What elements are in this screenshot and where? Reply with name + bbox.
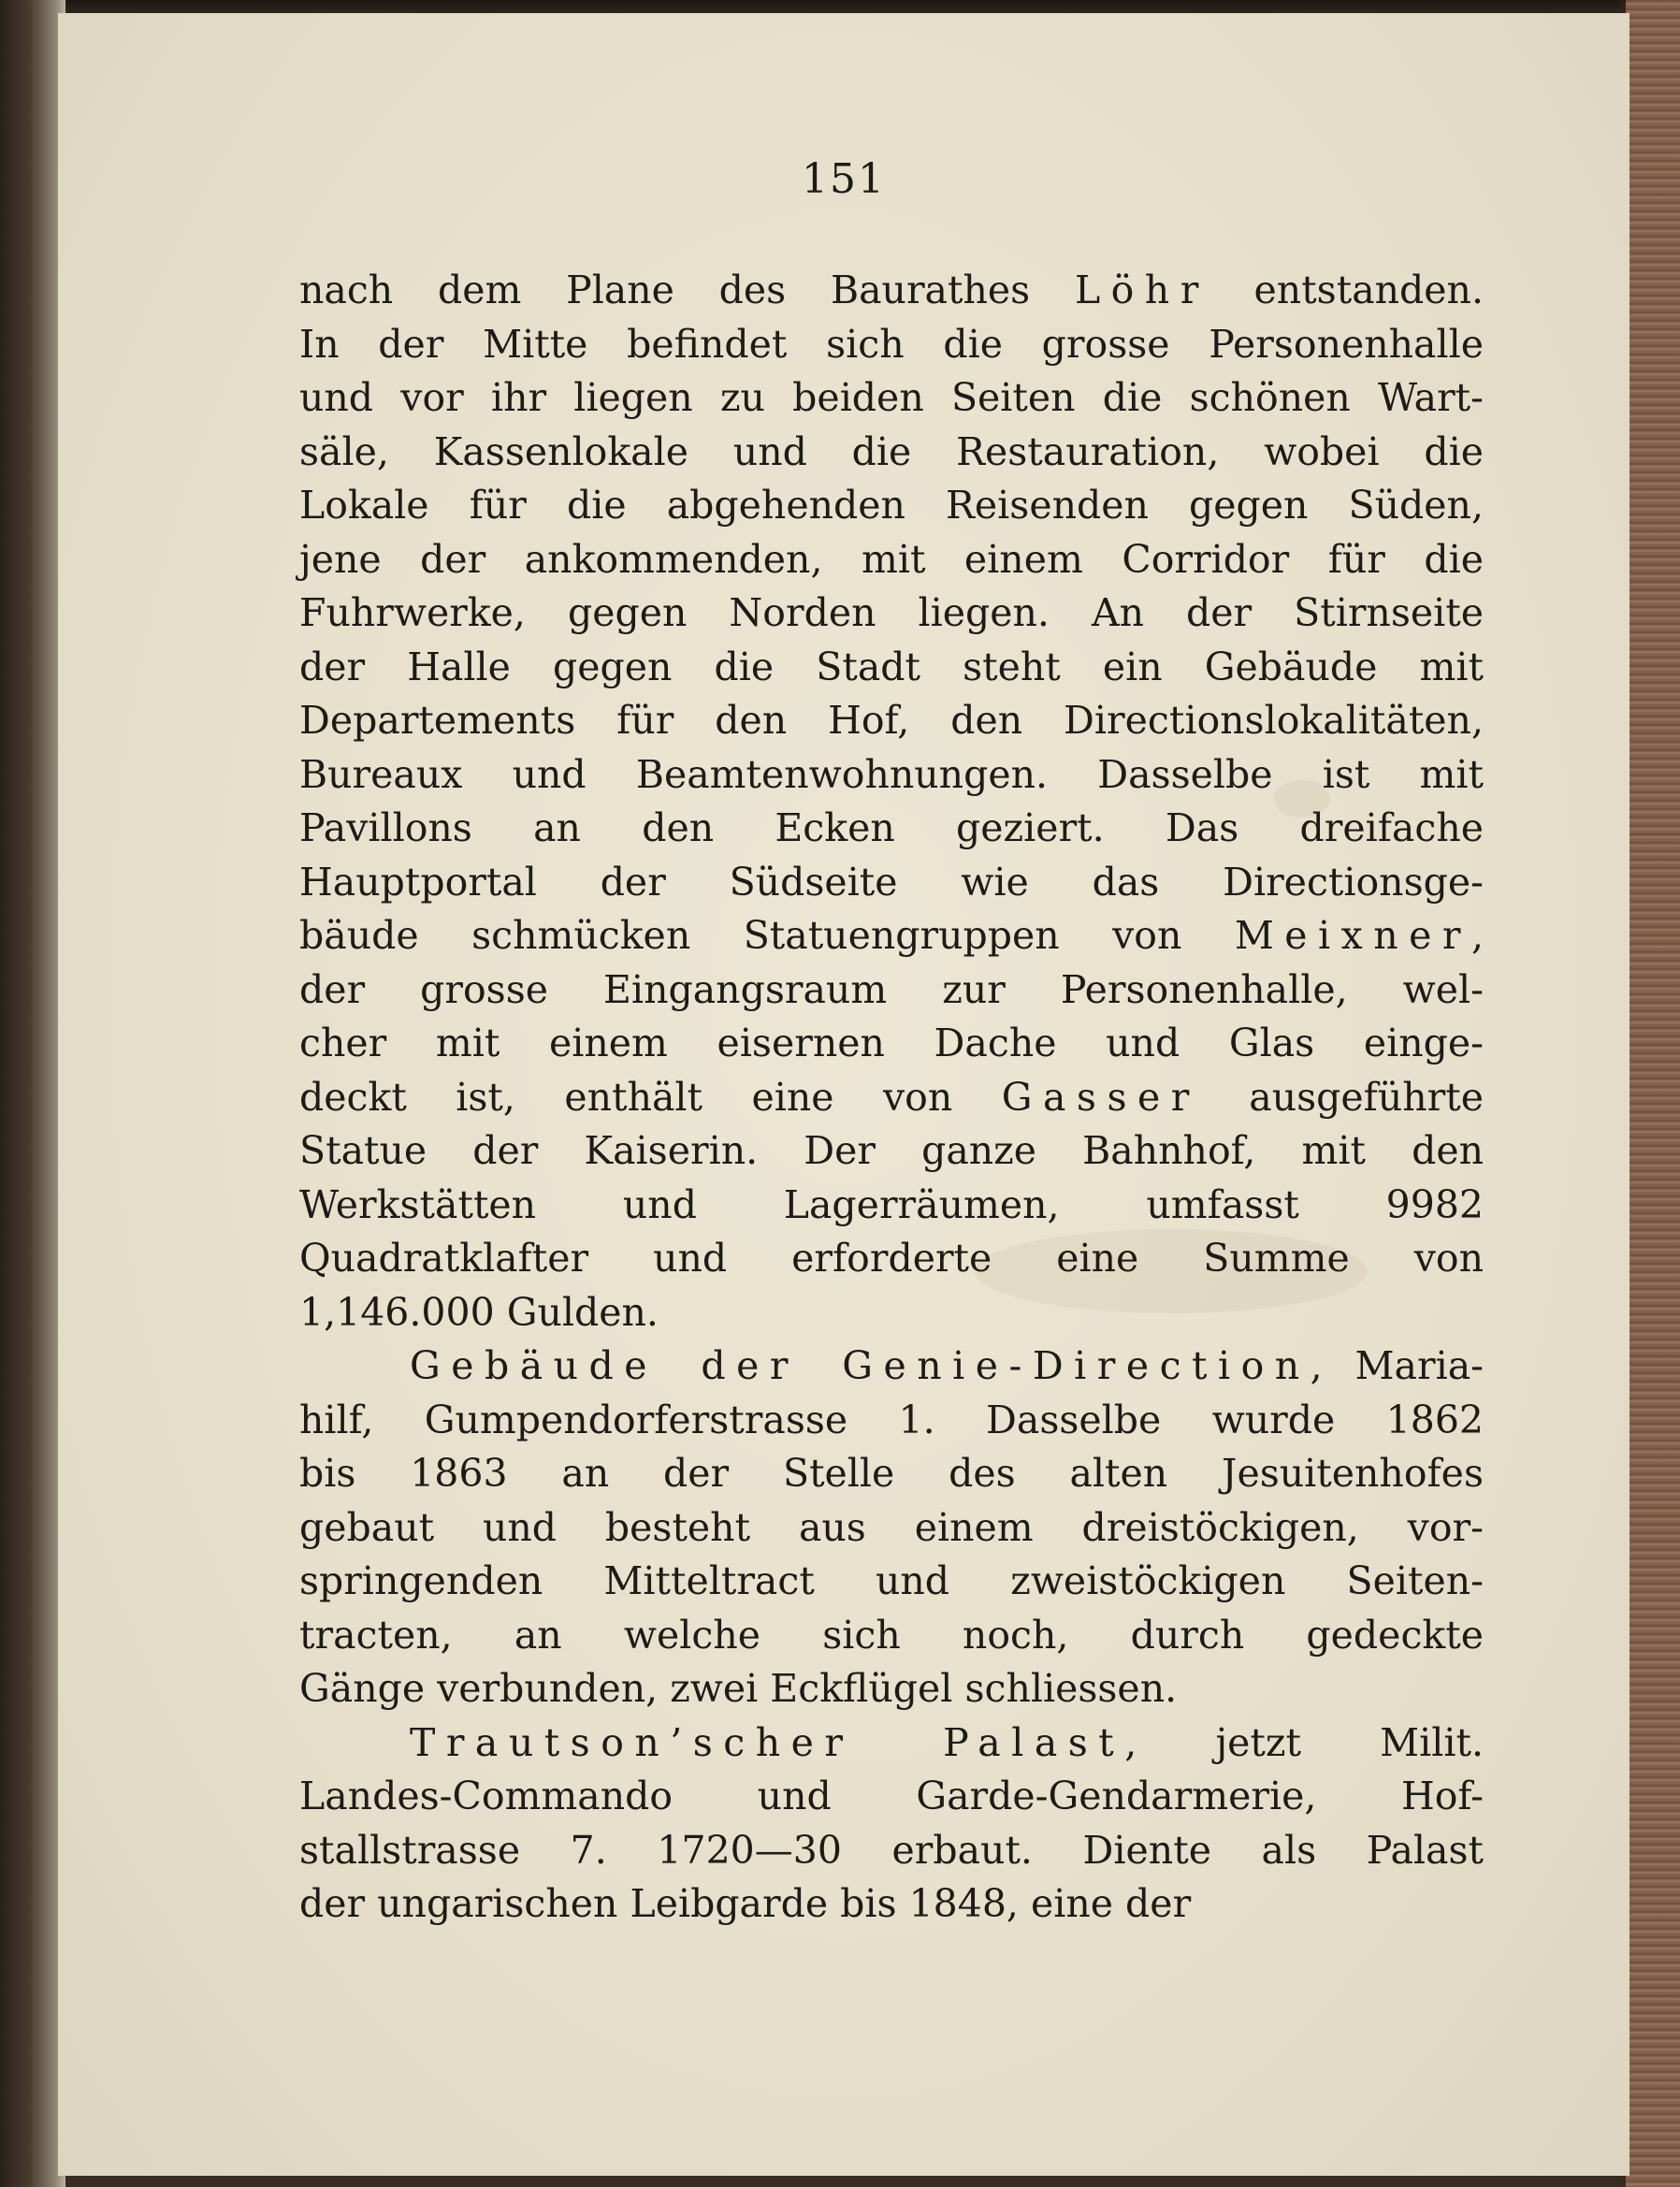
text-line <box>299 1340 1484 1394</box>
text-segment: nach dem Plane des Baurathes <box>299 268 1075 312</box>
text-segment: bäude schmücken Statuengruppen von <box>299 913 1235 958</box>
text-segment: der Halle gegen die Stadt steht ein Gebäude mit <box>299 644 1484 689</box>
text-segment: springenden Mitteltract und zweistöckigen Seiten- <box>299 1558 1484 1603</box>
text-segment: bis 1863 an der Stelle des alten Jesuitenhofes <box>299 1451 1484 1496</box>
book-page-edges <box>1626 0 1680 2187</box>
text-line <box>299 909 1484 963</box>
text-segment: , Maria- <box>1310 1343 1484 1388</box>
text-line <box>299 694 1484 748</box>
text-line <box>299 1017 1484 1071</box>
text-segment: Werkstätten und Lagerräumen, umfasst 9982 <box>299 1181 1484 1227</box>
text-segment: 1,146.000 Gulden. <box>299 1289 659 1335</box>
text-line <box>299 318 1484 372</box>
text-segment: , <box>1470 913 1484 958</box>
text-segment: Quadratklafter und erforderte eine Summe von <box>299 1236 1484 1281</box>
text-segment: hilf, Gumpendorferstrasse 1. Dasselbe wurde 1862 <box>299 1397 1484 1442</box>
text-segment: Pavillons an den Ecken geziert. Das dreifache <box>299 805 1484 850</box>
paragraph <box>299 1716 1484 1932</box>
page-number: 151 <box>802 155 886 203</box>
text-segment: Lokale für die abgehenden Reisenden gegen Süden, <box>299 483 1484 528</box>
text-line <box>299 1662 1484 1716</box>
text-line <box>299 856 1484 910</box>
text-line <box>299 264 1484 318</box>
text-line <box>299 1824 1484 1878</box>
text-line <box>299 1501 1484 1556</box>
text-segment: In der Mitte befindet sich die grosse Personenhalle <box>299 321 1484 367</box>
text-segment: Statue der Kaiserin. Der ganze Bahnhof, mit den <box>299 1128 1484 1173</box>
body-text <box>299 264 1484 1932</box>
text-line <box>299 802 1484 856</box>
book-binding-shadow <box>0 0 65 2187</box>
text-segment: tracten, an welche sich noch, durch gedeckte <box>299 1612 1484 1658</box>
spaced-emphasis: Meixner <box>1234 913 1471 958</box>
text-segment: cher mit einem eisernen Dache und Glas einge- <box>299 1021 1484 1065</box>
text-segment: jene der ankommenden, mit einem Corridor für die <box>299 536 1484 582</box>
text-line <box>299 587 1484 641</box>
text-line <box>299 1770 1484 1824</box>
text-line <box>299 533 1484 587</box>
paragraph <box>299 1340 1484 1716</box>
text-segment: und vor ihr liegen zu beiden Seiten die schönen Wart- <box>299 375 1484 420</box>
text-line <box>299 748 1484 803</box>
text-line <box>299 963 1484 1018</box>
text-line <box>299 1232 1484 1286</box>
text-segment: gebaut und besteht aus einem dreistöckigen, vor- <box>299 1504 1484 1550</box>
text-line <box>299 1124 1484 1179</box>
text-segment: Hauptportal der Südseite wie das Directionsge- <box>299 859 1484 905</box>
text-line <box>299 641 1484 695</box>
text-segment: stallstrasse 7. 1720—30 erbaut. Diente als Palast <box>299 1827 1484 1873</box>
text-segment: deckt ist, enthält eine von <box>299 1074 1002 1120</box>
text-segment: Fuhrwerke, gegen Norden liegen. An der Stirnseite <box>299 590 1484 635</box>
paragraph <box>299 264 1484 1340</box>
text-line <box>299 1179 1484 1233</box>
text-line <box>299 1071 1484 1125</box>
text-line <box>299 1877 1484 1932</box>
text-line <box>299 479 1484 533</box>
text-segment: säle, Kassenlokale und die Restauration, wobei die <box>299 428 1484 474</box>
scan-top-edge <box>0 0 1680 13</box>
text-line <box>299 1609 1484 1663</box>
text-segment: Gänge verbunden, zwei Eckflügel schliessen. <box>299 1666 1178 1711</box>
text-line <box>299 1394 1484 1448</box>
text-line <box>299 1716 1484 1771</box>
text-segment: entstanden. <box>1209 268 1484 312</box>
spaced-emphasis: Löhr <box>1074 268 1209 312</box>
text-line <box>299 1447 1484 1501</box>
text-line <box>299 371 1484 426</box>
text-segment: Departements für den Hof, den Directionslokalitäten, <box>299 698 1484 743</box>
text-segment: Bureaux und Beamtenwohnungen. Dasselbe ist mit <box>299 751 1484 797</box>
spaced-emphasis: Gasser <box>1001 1074 1200 1120</box>
book-page <box>58 13 1629 2176</box>
text-segment: , jetzt Milit. <box>1124 1719 1484 1765</box>
text-line <box>299 1555 1484 1609</box>
text-segment: ausgeführte <box>1199 1074 1484 1120</box>
text-segment: der grosse Eingangsraum zur Personenhalle, wel- <box>299 966 1484 1012</box>
text-segment: der ungarischen Leibgarde bis 1848, eine der <box>299 1881 1192 1926</box>
text-line <box>299 426 1484 480</box>
text-line <box>299 1286 1484 1340</box>
spaced-emphasis: Gebäude der Genie-Direction <box>410 1343 1311 1388</box>
spaced-emphasis: Trautson’scher Palast <box>410 1719 1125 1765</box>
text-segment: Landes-Commando und Garde-Gendarmerie, Hof- <box>299 1774 1484 1818</box>
